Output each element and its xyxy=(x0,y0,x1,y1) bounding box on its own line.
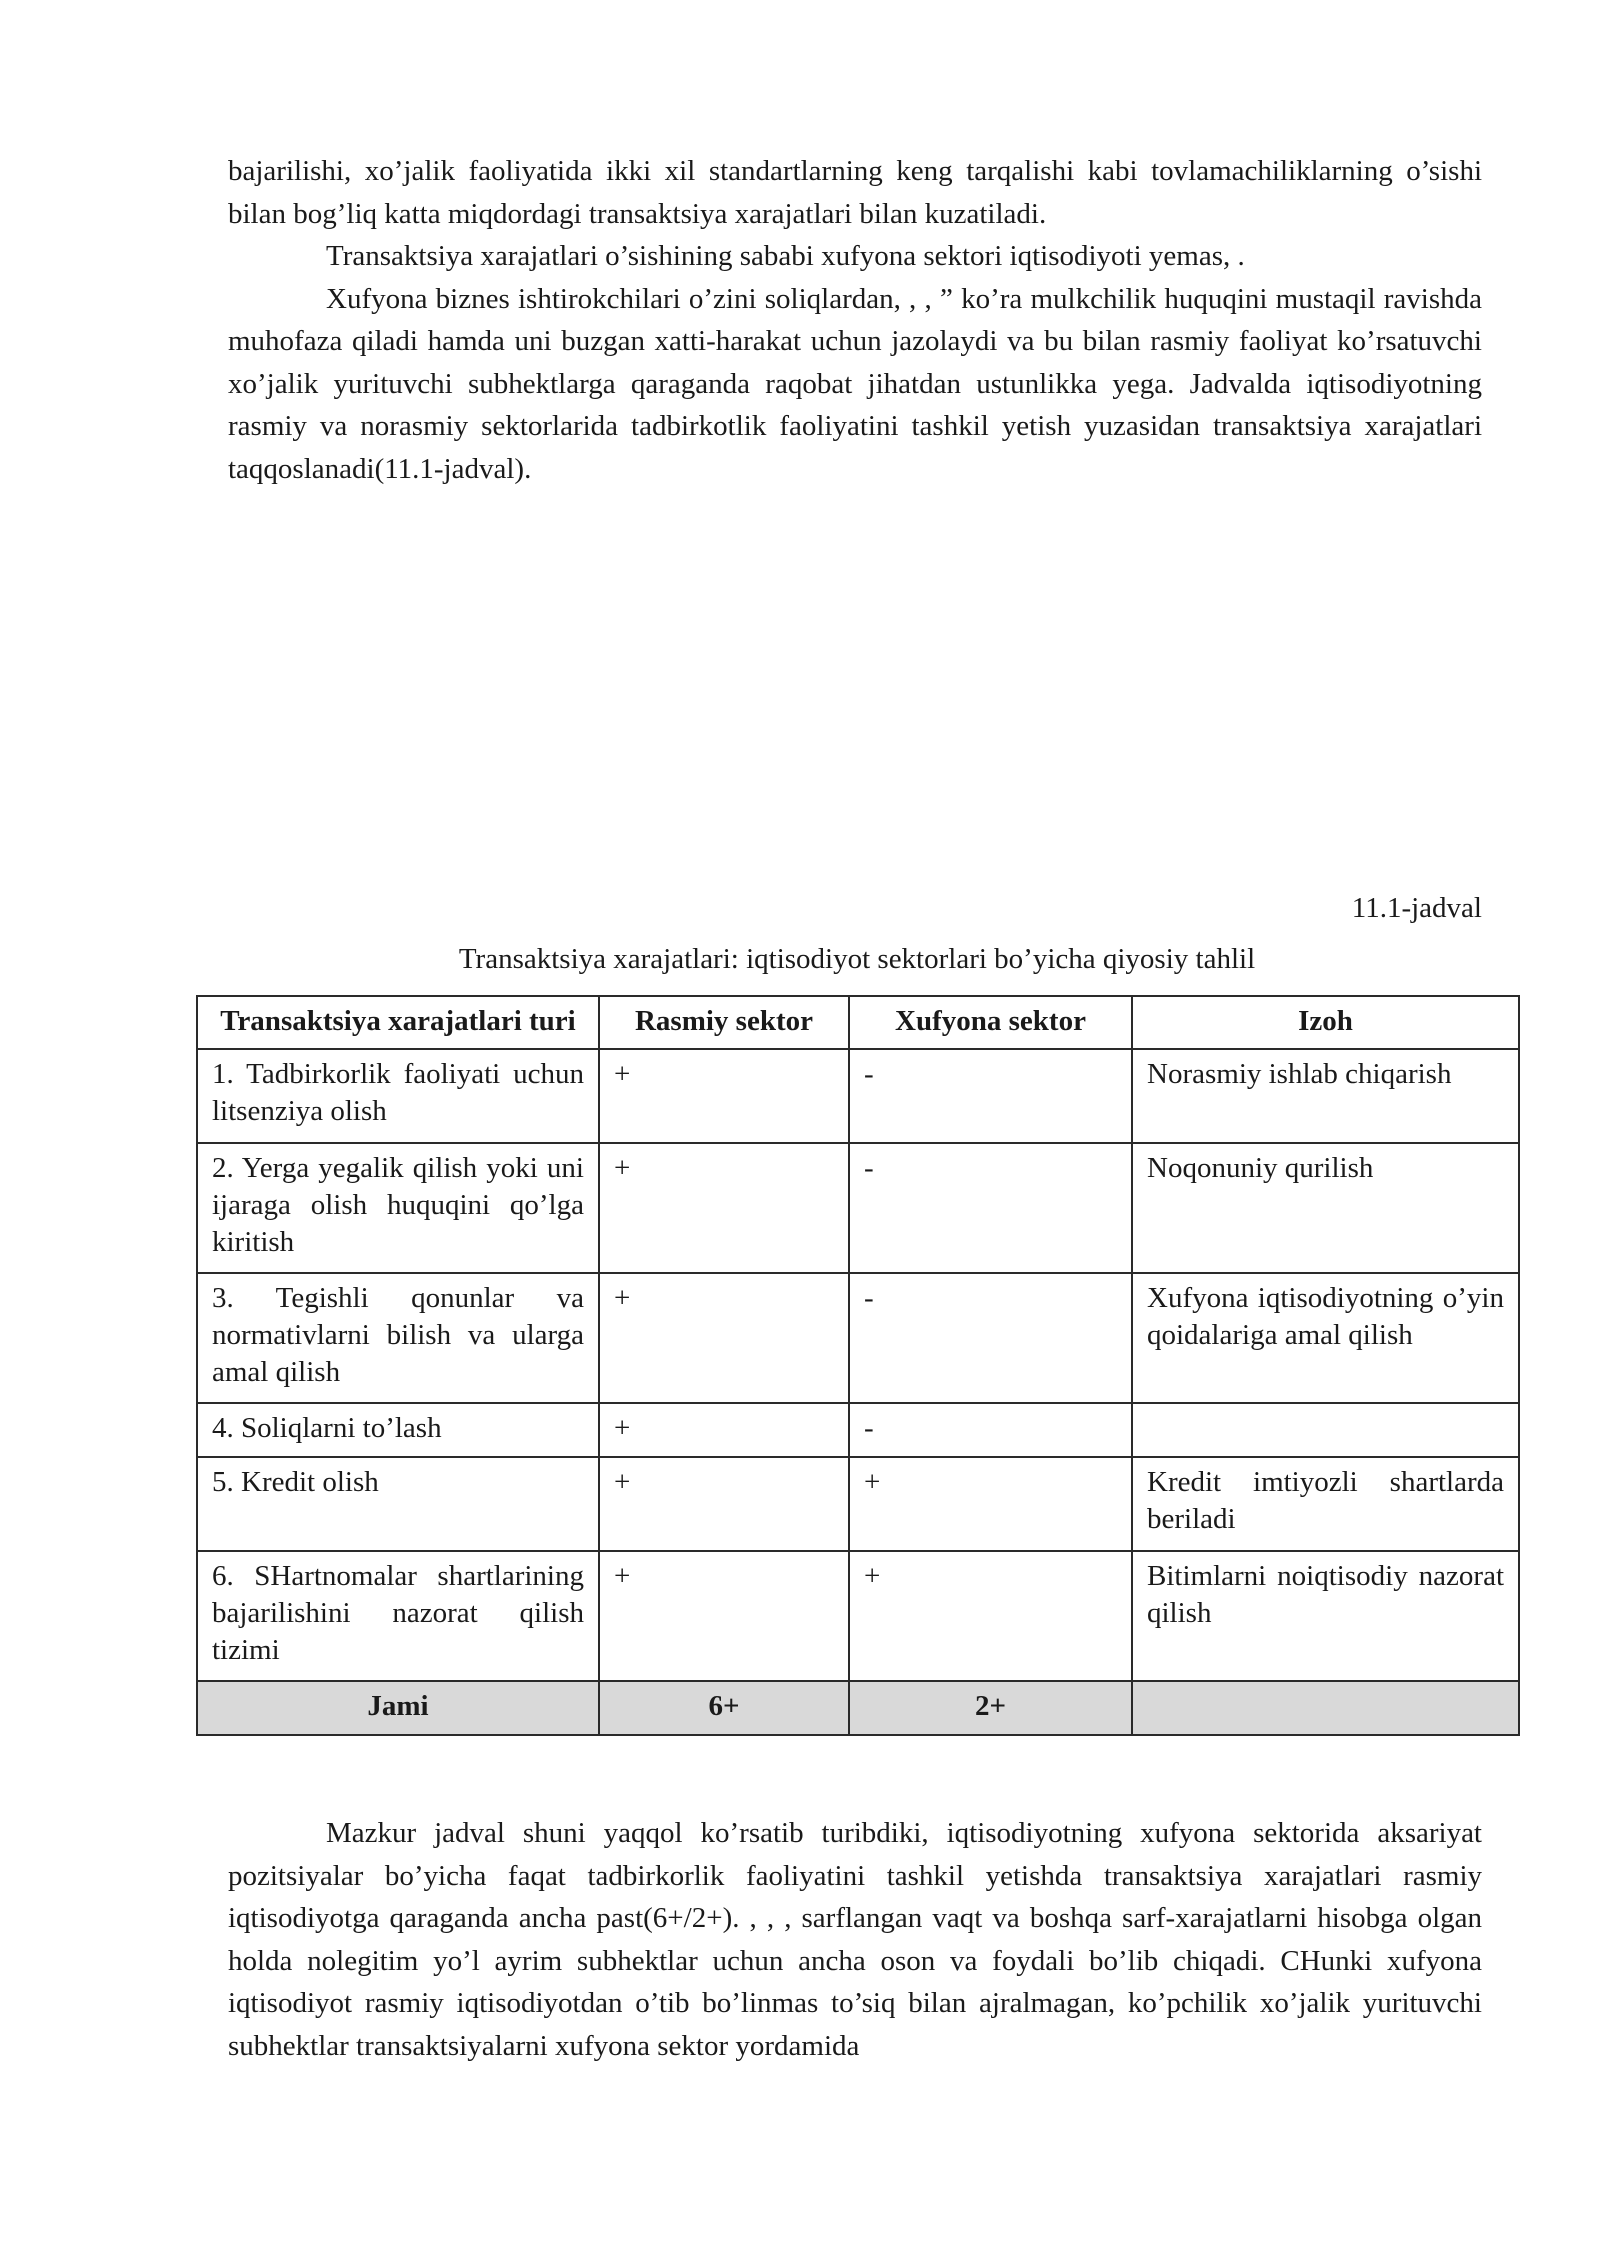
cell-formal: + xyxy=(599,1403,849,1457)
intro-paragraph-3: Xufyona biznes ishtirokchilari o’zini soliqlardan, , , ” ko’ra mulkchilik huquqini mustaqil ravishda muhofaza qiladi hamda uni buzgan xatti-harakat uchun jazolaydi va bu bilan rasmiy faoliyat ko’rsatuvchi xo’jalik yurituvchi subhektlarga qaraganda raqobat jihatdan ustunlikka yega. Jadvalda iqtisodiyotning rasmiy va norasmiy sektorlarida tadbirkotlik faoliyatini tashkil yetish yuzasidan transaktsiya xarajatlari taqqoslanadi(11.1-jadval). xyxy=(228,282,1482,485)
cell-shadow: - xyxy=(849,1273,1132,1403)
table-row xyxy=(197,1143,1519,1273)
cell-cost-type: 1. Tadbirkorlik faoliyati uchun litsenziya olish xyxy=(197,1049,599,1143)
header-shadow-sector: Xufyona sektor xyxy=(849,996,1132,1049)
cell-note: Norasmiy ishlab chiqarish xyxy=(1132,1049,1519,1143)
cell-cost-type: 6. SHartnomalar shartlarining bajarilishini nazorat qilish tizimi xyxy=(197,1551,599,1681)
total-label: Jami xyxy=(197,1681,599,1735)
cell-shadow: - xyxy=(849,1143,1132,1273)
cell-shadow: + xyxy=(849,1457,1132,1551)
cell-formal: + xyxy=(599,1551,849,1681)
cell-note: Noqonuniy qurilish xyxy=(1132,1143,1519,1273)
table-title: Transaktsiya xarajatlari: iqtisodiyot sektorlari bo’yicha qiyosiy tahlil xyxy=(458,943,1256,975)
cell-cost-type: 4. Soliqlarni to’lash xyxy=(197,1403,599,1457)
cell-formal: + xyxy=(599,1457,849,1551)
conclusion-paragraph-1: Mazkur jadval shuni yaqqol ko’rsatib turibdiki, iqtisodiyotning xufyona sektorida aksariyat pozitsiyalar bo’yicha faqat tadbirkorlik faoliyatini tashkil yetishda transaktsiya xarajatlari rasmiy iqtisodiyotga qaraganda ancha past(6+/2+). , , , sarflangan vaqt va boshqa sarf-xarajatlarni hisobga olgan holda nolegitim yo’l ayrim subhektlar uchun ancha oson va foydali bo’lib chiqadi. CHunki xufyona iqtisodiyot rasmiy iqtisodiyotdan o’tib bo’linmas to’siq bilan ajralmagan, ko’pchilik xo’jalik yurituvchi subhektlar transaktsiyalarni xufyona sektor yordamida xyxy=(228,1817,1482,2062)
header-note: Izoh xyxy=(1132,996,1519,1049)
table-row xyxy=(197,1403,1519,1457)
cell-formal: + xyxy=(599,1273,849,1403)
cell-note: Xufyona iqtisodiyotning o’yin qoidalariga amal qilish xyxy=(1132,1273,1519,1403)
conclusion-text xyxy=(228,1812,1482,2067)
cell-shadow: - xyxy=(849,1049,1132,1143)
cell-note xyxy=(1132,1403,1519,1457)
cell-shadow: - xyxy=(849,1403,1132,1457)
intro-paragraph-2: Transaktsiya xarajatlari o’sishining sababi xufyona sektori iqtisodiyoti yemas, . xyxy=(326,240,1245,272)
header-formal-sector: Rasmiy sektor xyxy=(599,996,849,1049)
cell-formal: + xyxy=(599,1143,849,1273)
cell-cost-type: 2. Yerga yegalik qilish yoki uni ijaraga olish huquqini qo’lga kiritish xyxy=(197,1143,599,1273)
cell-note: Kredit imtiyozli shartlarda beriladi xyxy=(1132,1457,1519,1551)
table-row xyxy=(197,1457,1519,1551)
cell-note: Bitimlarni noiqtisodiy nazorat qilish xyxy=(1132,1551,1519,1681)
table-total-row xyxy=(197,1681,1519,1735)
intro-paragraph-1: bajarilishi, xo’jalik faoliyatida ikki xil standartlarning keng tarqalishi kabi tovlamachiliklarning o’sishi bilan bog’liq katta miqdordagi transaktsiya xarajatlari bilan kuzatiladi. xyxy=(228,155,1482,230)
cell-cost-type: 3. Tegishli qonunlar va normativlarni bilish va ularga amal qilish xyxy=(197,1273,599,1403)
header-cost-type: Transaktsiya xarajatlari turi xyxy=(197,996,599,1049)
cell-cost-type: 5. Kredit olish xyxy=(197,1457,599,1551)
total-formal: 6+ xyxy=(599,1681,849,1735)
table-row xyxy=(197,1049,1519,1143)
table-header-row xyxy=(197,996,1519,1049)
comparison-table xyxy=(196,995,1520,1736)
cell-shadow: + xyxy=(849,1551,1132,1681)
total-shadow: 2+ xyxy=(849,1681,1132,1735)
total-note xyxy=(1132,1681,1519,1735)
table-row xyxy=(197,1551,1519,1681)
table-number: 11.1-jadval xyxy=(1351,892,1482,924)
intro-text xyxy=(228,150,1482,490)
table-row xyxy=(197,1273,1519,1403)
cell-formal: + xyxy=(599,1049,849,1143)
